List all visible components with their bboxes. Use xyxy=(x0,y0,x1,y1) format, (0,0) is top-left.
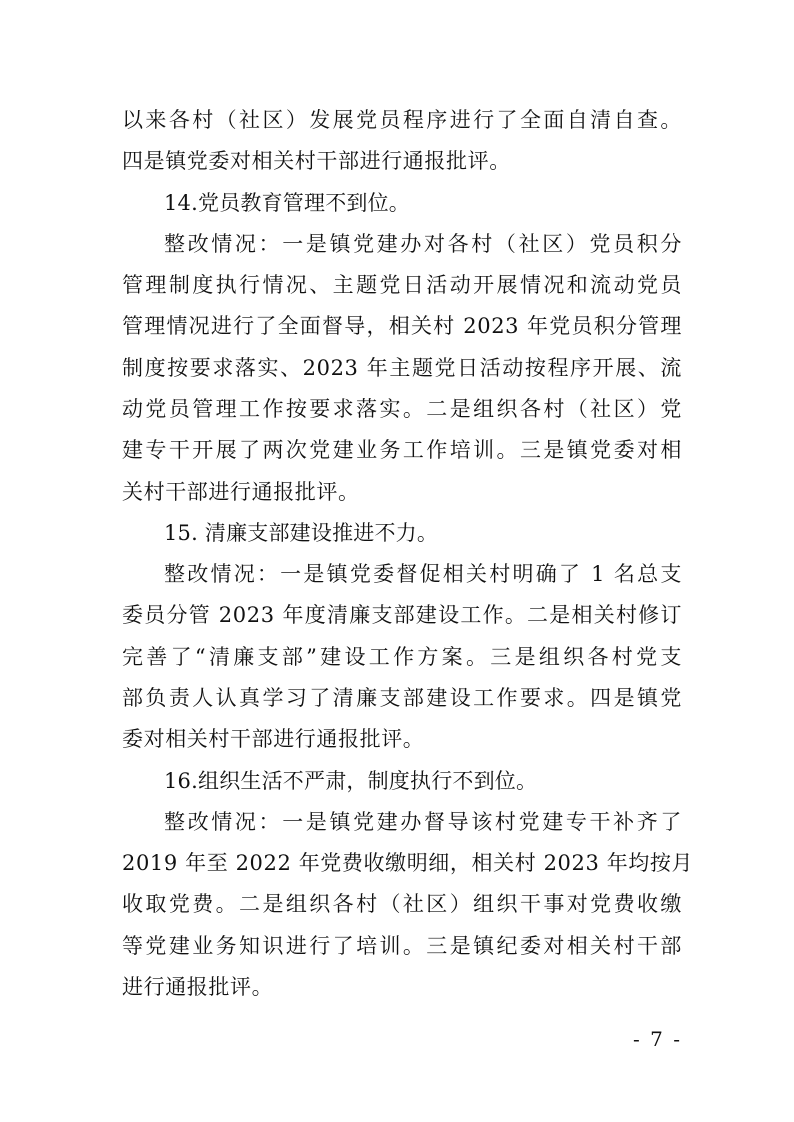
text-line-20: 收取党费。二是组织各村（社区）组织干事对党费收缴 xyxy=(122,892,682,917)
text-line-6: 管理情况进行了全面督导，相关村 2023 年党员积分管理 xyxy=(122,314,682,339)
page-number: - 7 - xyxy=(633,1027,682,1051)
text-line-18: 整改情况：一是镇党建办督导该村党建专干补齐了 xyxy=(164,809,682,834)
text-line-13: 委员分管 2023 年度清廉支部建设工作。二是相关村修订 xyxy=(122,603,682,628)
text-line-9: 建专干开展了两次党建业务工作培训。三是镇党委对相 xyxy=(122,438,682,463)
section-heading-15: 15. 清廉支部建设推进不力。 xyxy=(164,520,439,545)
text-line-5: 管理制度执行情况、主题党日活动开展情况和流动党员 xyxy=(122,273,682,298)
text-line-19: 2019 年至 2022 年党费收缴明细，相关村 2023 年均按月 xyxy=(122,851,694,876)
text-line-4: 整改情况：一是镇党建办对各村（社区）党员积分 xyxy=(164,231,682,256)
section-heading-16: 16.组织生活不严肃，制度执行不到位。 xyxy=(164,768,538,793)
text-line-12: 整改情况：一是镇党委督促相关村明确了 1 名总支 xyxy=(164,562,682,587)
text-line-22: 进行通报批评。 xyxy=(122,975,274,999)
text-line-8: 动党员管理工作按要求落实。二是组织各村（社区）党 xyxy=(122,397,682,421)
text-line-7: 制度按要求落实、2023 年主题党日活动按程序开展、流 xyxy=(122,355,682,380)
section-heading-14: 14.党员教育管理不到位。 xyxy=(164,190,410,215)
text-line-15: 部负责人认真学习了清廉支部建设工作要求。四是镇党 xyxy=(122,686,682,710)
text-line-2: 四是镇党委对相关村干部进行通报批评。 xyxy=(122,149,511,174)
text-line-16: 委对相关村干部进行通报批评。 xyxy=(122,727,425,752)
text-line-10: 关村干部进行通报批评。 xyxy=(122,479,360,504)
text-line-14: 完善了“清廉支部”建设工作方案。三是组织各村党支 xyxy=(122,644,682,669)
text-line-1: 以来各村（社区）发展党员程序进行了全面自清自查。 xyxy=(122,108,682,132)
text-line-21: 等党建业务知识进行了培训。三是镇纪委对相关村干部 xyxy=(122,933,682,958)
